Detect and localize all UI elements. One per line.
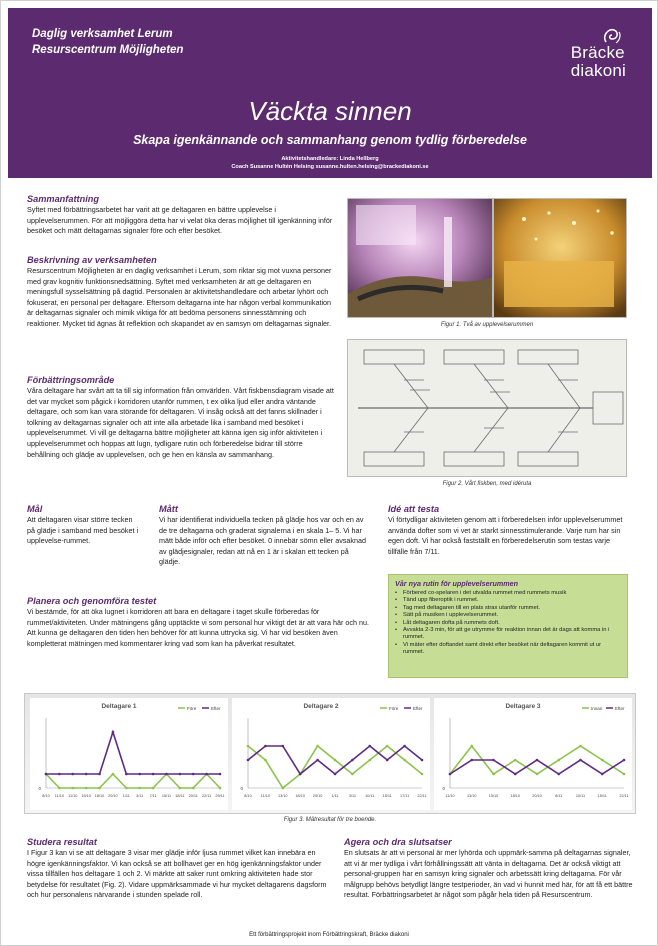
section-agera: [344, 837, 634, 901]
credit-line-1: Aktivitetshandledare: Linda Hellberg: [281, 156, 379, 162]
data-point: [98, 787, 101, 790]
data-point: [623, 773, 626, 776]
data-point: [264, 759, 267, 762]
x-tick-label: 10/11: [365, 794, 375, 798]
data-point: [386, 745, 389, 748]
poster-footer: Ett förbättringsprojekt inom Förbättringskraft, Bräcke diakoni: [249, 932, 409, 938]
x-tick-label: 20/10: [312, 794, 323, 798]
x-tick-label: 8/11: [555, 794, 563, 798]
legend-label: Innan: [591, 706, 603, 711]
routine-box: [388, 574, 628, 678]
sensory-room-photo-2: [493, 198, 627, 318]
section-mal: [27, 504, 139, 547]
data-point: [58, 773, 61, 776]
data-point: [179, 787, 182, 790]
data-point: [492, 759, 495, 762]
section-heading: Mål: [27, 504, 43, 514]
data-point: [421, 773, 424, 776]
x-tick-label: 13/10: [466, 794, 477, 798]
x-tick-label: 20/11: [188, 794, 198, 798]
legend-label: Efter: [211, 706, 221, 711]
data-point: [316, 745, 319, 748]
section-forbattringsomrade: [27, 375, 337, 460]
section-heading: Beskrivning av verksamheten: [27, 255, 157, 265]
data-point: [165, 773, 168, 776]
routine-item: • Tag med deltagaren till en plats strax utanför rummet.: [395, 605, 621, 612]
data-point: [179, 773, 182, 776]
data-point: [403, 759, 406, 762]
data-point: [71, 787, 74, 790]
data-point: [514, 759, 517, 762]
legend-label: Efter: [413, 706, 423, 711]
y-tick-label: 0: [442, 786, 445, 791]
x-tick-label: 15/11: [597, 794, 607, 798]
fishbone-diagram-image: [348, 340, 627, 477]
section-text: En slutsats är att vi personal är mer lyhörda och uppmärk-samma på deltagarnas signaler, att vi är mer tydliga i vårt förhållningssätt att vänta in deltagarna. Det är också viktigt att personal-gruppen har en samsyn kring signaler och arbetssätt kring deltagarna. För vår målgrupp behövs betydligt längre testperioder, än vad vi hunnit med här, för att få ett bättre resultat. Förbättringsarbetet är något som pågår hela tiden på Resurscentrum.: [344, 848, 633, 900]
routine-item: • Avvakta 2-3 min, för att ge utrymme för reaktion innan det är dags att komma in i rummet.: [395, 627, 621, 642]
data-point: [192, 787, 195, 790]
data-point: [557, 773, 560, 776]
data-point: [71, 773, 74, 776]
section-heading: Mått: [159, 504, 178, 514]
section-heading: Sammanfattning: [27, 194, 99, 204]
data-point: [125, 773, 128, 776]
x-tick-label: 18/11: [175, 794, 185, 798]
poster-title: Väckta sinnen: [248, 96, 412, 126]
data-point: [536, 773, 539, 776]
x-tick-label: 3/11: [136, 794, 144, 798]
data-point: [421, 759, 424, 762]
routine-list: [395, 590, 621, 657]
x-tick-label: 17/11: [399, 794, 410, 798]
chart-deltagare-3: [434, 698, 632, 810]
section-heading: Agera och dra slutsatser: [344, 837, 452, 847]
section-text: Våra deltagare har svårt att ta till sig information från omvärlden. Vårt fiskbensdiagram visade att det var mycket som pågick i korridoren utanför rummen, t ex olika ljud eller andra väntande deltagare, och som kan vara störande för deltagaren. Vi insåg också att det fanns skillnader i tolkning av deltagarnas signaler och att inte alla arbetade lika i samband med besöket i upplevelserummet. Vi vill ge deltagarna bättre möjligheter att känna igen sig inför aktiviteten i upplevelserummet och hoppas att lugn, tydligare rutin och förberedelse bidrar till större behållning och glädje av upplevelsen, och ge hen en känsla av sammanhang.: [27, 386, 334, 459]
x-tick-label: 13/10: [278, 794, 288, 798]
x-tick-label: 10/11: [575, 794, 586, 798]
routine-item: • Låt deltagaren dofta på rummets doft.: [395, 620, 621, 627]
logo-line-1: Bräcke: [570, 43, 625, 62]
data-point: [152, 773, 155, 776]
x-tick-label: 11/10: [54, 794, 65, 798]
x-tick-label: 11/10: [68, 794, 78, 798]
data-point: [282, 787, 285, 790]
legend-label: Före: [389, 706, 399, 711]
x-tick-label: 22/11: [201, 794, 212, 798]
data-point: [247, 745, 250, 748]
x-tick-label: 15/11: [382, 794, 392, 798]
x-tick-label: 20/10: [532, 794, 542, 798]
x-tick-label: 22/11: [417, 794, 427, 798]
y-tick-label: 0: [38, 786, 41, 791]
data-point: [112, 773, 115, 776]
section-sammanfattning: [27, 194, 337, 237]
data-point: [514, 773, 517, 776]
chart-title: Deltagare 3: [505, 703, 541, 710]
org-line-2: Resurscentrum Möjligheten: [32, 44, 184, 56]
x-tick-label: 20/10: [108, 794, 118, 798]
org-line-1: Daglig verksamhet Lerum: [32, 28, 173, 40]
data-point: [557, 759, 560, 762]
data-point: [264, 745, 267, 748]
sensory-room-2-image: [494, 199, 627, 318]
x-tick-label: 1/11: [331, 794, 339, 798]
routine-item: • Tänd upp fiberoptik i rummet.: [395, 597, 621, 604]
data-point: [247, 759, 250, 762]
x-tick-label: 29/11: [215, 794, 225, 798]
sensory-room-photo-1: [347, 198, 493, 318]
section-ide: [388, 504, 630, 557]
data-point: [316, 759, 319, 762]
data-point: [449, 773, 452, 776]
section-beskrivning: [27, 255, 337, 330]
x-tick-label: 22/11: [619, 794, 629, 798]
section-text: Resurscentrum Möjligheten är en daglig verksamhet i Lerum, som riktar sig mot vuxna personer med grav kognitiv funktionsnedsättning. Syftet med verksamheten är att ge deltagaren en meningsfull sysselsättning på dagtid. Personalen är aktivitetshandledare och arbetar lyhört och fokuserat, en personal per deltagare. Eftersom deltagarna inte har någon verbal kommunikation är deltagarnas signaler och mimik viktiga för att bedöma personens sinnesstämning och reaktioner. Mycket tid ägnas åt reflektion och skapandet av en samsyn om deltagarnas signaler.: [27, 266, 332, 328]
section-heading: Förbättringsområde: [27, 375, 115, 385]
chart-title: Deltagare 2: [303, 703, 339, 710]
data-point: [58, 787, 61, 790]
x-tick-label: 8/10: [42, 794, 50, 798]
chart-svg: [232, 698, 430, 810]
credit-line-2: Coach Susanne Hultén Helsing susanne.hulten.helsing@brackediakoni.se: [231, 164, 429, 170]
chart-svg: [30, 698, 228, 810]
data-point: [334, 759, 337, 762]
data-point: [351, 759, 354, 762]
section-studera: [27, 837, 327, 901]
section-text: I Figur 3 kan vi se att deltagare 3 visar mer glädje inför ljusa rummet vilket kan innebära en högre igenkänningsfaktor. Vi kan också se att bollhavet ger en hög igenkänningsfaktor under vissa tillfällen hos deltagare 1 och 2. Vi märkte att saker runt omkring aktiviteten hade stor betydelse för resultatet (Fig. 2). Vidare uppmärksammade vi hur mycket deltagarens dagsform och hur personalens närvarande i stunden spelade roll.: [27, 848, 327, 900]
sensory-room-1-image: [348, 199, 493, 318]
data-point: [403, 745, 406, 748]
x-tick-label: 3/11: [348, 794, 356, 798]
routine-heading: Vår nya rutin för upplevelserummen: [395, 579, 519, 588]
poster-credits: [8, 155, 652, 171]
bracke-diakoni-logo: [526, 26, 626, 86]
data-point: [219, 787, 222, 790]
data-point: [205, 773, 208, 776]
series-line: [46, 732, 220, 774]
chart-title: Deltagare 1: [101, 703, 137, 710]
section-text: Att deltagaren visar större tecken på glädje i samband med besöket i upplevelse-rummet.: [27, 515, 139, 546]
chart-svg: [434, 698, 632, 810]
data-point: [601, 773, 604, 776]
data-point: [112, 731, 115, 734]
data-point: [536, 759, 539, 762]
data-point: [623, 759, 626, 762]
data-point: [334, 773, 337, 776]
data-point: [601, 759, 604, 762]
series-line: [450, 760, 624, 774]
section-heading: Idé att testa: [388, 504, 440, 514]
data-point: [125, 787, 128, 790]
data-point: [386, 759, 389, 762]
x-tick-label: 15/11: [161, 794, 172, 798]
data-point: [138, 787, 141, 790]
series-line: [46, 774, 220, 788]
x-tick-label: 18/10: [510, 794, 521, 798]
data-point: [299, 773, 302, 776]
legend-label: Efter: [615, 706, 625, 711]
data-point: [470, 745, 473, 748]
data-point: [492, 773, 495, 776]
section-text: Vi har identifierat individuella tecken på glädje hos var och en av de tre deltagarna och graderat signalerna i en skala 1– 5. Vi har mätt både inför och efter besöket. 0 innebär sömn eller avsaknad av glädjesignaler, redan att nå en 1 är i skalan ett tecken på glädje.: [159, 515, 366, 567]
figure-3-caption: Figur 3. Mätresultat för tre boende.: [283, 817, 377, 823]
x-tick-label: 1/11: [122, 794, 130, 798]
data-point: [282, 745, 285, 748]
section-text: Vi förtydligar aktiviteten genom att i förberedelsen inför upplevelserummet använda dofter som vi vet är starkt sinnesstimulerande. Varje rum har sin egen doft. Vi har också fastställt en förberedelserutin som testas varje tillfälle från 7/11.: [388, 515, 623, 556]
x-tick-label: 7/11: [149, 794, 157, 798]
legend-label: Före: [187, 706, 197, 711]
x-tick-label: 18/10: [295, 794, 305, 798]
x-tick-label: 15/10: [488, 794, 499, 798]
charts-band: [24, 693, 636, 814]
data-point: [579, 745, 582, 748]
data-point: [219, 773, 222, 776]
chart-deltagare-2: [232, 698, 430, 810]
x-tick-label: 15/10: [81, 794, 91, 798]
x-tick-label: 11/10: [260, 794, 271, 798]
figure-2-caption: Figur 2. Vårt fiskben, med idéruta: [442, 481, 532, 487]
fishbone-diagram-photo: [347, 339, 627, 477]
data-point: [85, 773, 88, 776]
section-planera: [27, 596, 369, 649]
section-matt: [159, 504, 367, 568]
data-point: [351, 773, 354, 776]
data-point: [152, 787, 155, 790]
organization-name: [32, 26, 183, 58]
chart-deltagare-1: [30, 698, 228, 810]
data-point: [45, 773, 48, 776]
routine-item: • Vi mäter efter doftandet samt direkt efter besöket när deltagaren kommit ut ur rummet.: [395, 642, 621, 657]
data-point: [192, 773, 195, 776]
data-point: [369, 745, 372, 748]
x-tick-label: 8/10: [244, 794, 252, 798]
routine-item: • Förbered co-spelaren i det utvalda rummet med rummets musik: [395, 590, 621, 597]
poster-header: [8, 8, 652, 178]
y-tick-label: 0: [240, 786, 243, 791]
section-heading: Studera resultat: [27, 837, 97, 847]
data-point: [369, 759, 372, 762]
routine-item: • Sätt på musiken i upplevelserummet.: [395, 612, 621, 619]
x-tick-label: 11/10: [445, 794, 455, 798]
poster-subtitle: Skapa igenkännande och sammanhang genom tydlig förberedelse: [133, 133, 527, 147]
data-point: [138, 773, 141, 776]
data-point: [579, 759, 582, 762]
section-heading: Planera och genomföra testet: [27, 596, 157, 606]
section-text: Vi bestämde, för att öka lugnet i korridoren att bara en deltagare i taget skulle förberedas för rummet/aktiviteten. Under mätningens gång upptäckte vi som personal hur viktigt det är att vara här och nu. Att kunna ge deltagaren den tiden hen behöver för att kunna uttrycka sig. Vi har vid besöken även kompletterat mätningen med kommentarer kring vad som kan ha påverkat resultatet.: [27, 607, 369, 648]
logo-line-2: diakoni: [570, 61, 626, 80]
figure-1-caption: Figur 1. Två av upplevelserummen: [440, 322, 534, 328]
x-tick-label: 18/10: [94, 794, 105, 798]
data-point: [98, 773, 101, 776]
data-point: [470, 759, 473, 762]
section-text: Syftet med förbättringsarbetet har varit att ge deltagaren en bättre upplevelse i upplevelserummen. För att möjliggöra detta har vi velat öka deras möjlighet till igenkänning inför besöket och mätt deltagarnas signaler före och efter besöket.: [27, 205, 333, 236]
data-point: [85, 787, 88, 790]
